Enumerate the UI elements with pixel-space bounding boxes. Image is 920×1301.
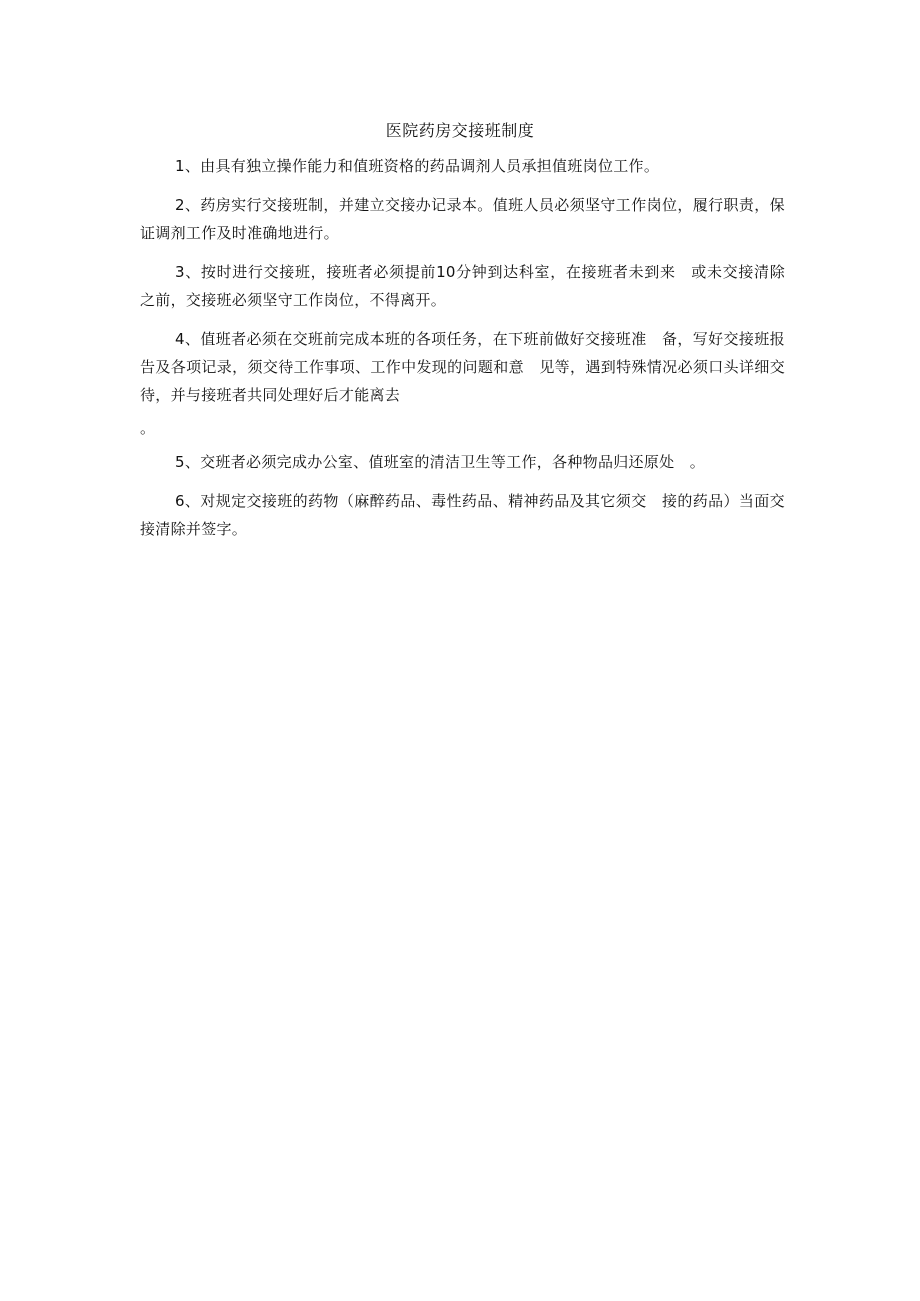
- paragraph-2: 2、药房实行交接班制，并建立交接办记录本。值班人员必须坚守工作岗位，履行职责，保证调剂工作及时准确地进行。: [140, 196, 785, 242]
- paragraph-1: 1、由具有独立操作能力和值班资格的药品调剂人员承担值班岗位工作。: [175, 157, 660, 175]
- paragraph-4: 4、值班者必须在交班前完成本班的各项任务，在下班前做好交接班准 备，写好交接班报告及各项记录，须交待工作事项、工作中发现的问题和意 见等，遇到特殊情况必须口头详细交待，并与接班者共同处理好后才能离去: [140, 330, 785, 404]
- paragraph-5: 5、交班者必须完成办公室、值班室的清洁卫生等工作，各种物品归还原处 。: [175, 453, 706, 471]
- paragraph-4-period: 。: [140, 419, 156, 437]
- document-title: 医院药房交接班制度: [385, 121, 535, 140]
- paragraph-3: 3、按时进行交接班，接班者必须提前10分钟到达科室，在接班者未到来 或未交接清除之前，交接班必须坚守工作岗位，不得离开。: [140, 263, 785, 309]
- document-body: [140, 152, 785, 554]
- paragraph-6: 6、对规定交接班的药物（麻醉药品、毒性药品、精神药品及其它须交 接的药品）当面交接清除并签字。: [140, 492, 785, 538]
